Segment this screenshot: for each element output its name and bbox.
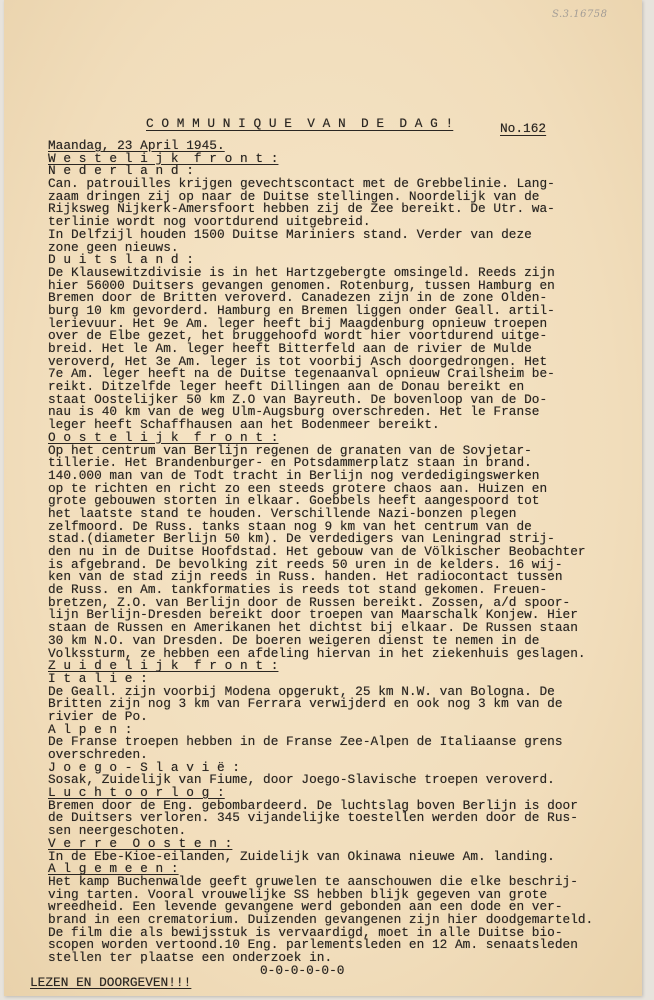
section-heading-south: Z u i d e l i j k f r o n t : xyxy=(48,658,279,674)
oost-line: den nu in de Duitse Hoofdstad. Het gebouw van de Völkischer Beobachter xyxy=(48,544,586,559)
subheading-alpen: A l p e n : xyxy=(48,721,133,737)
nederland-line: terlinie wordt nog voortdurend uitgebreid. xyxy=(48,214,371,230)
oost-line: Volkssturm, ze hebben een afdeling hiervan in het ziekenhuis geslagen. xyxy=(48,645,586,661)
footer-instruction: LEZEN EN DOORGEVEN!!! xyxy=(30,975,192,991)
oost-line: Op het centrum van Berlijn regenen de granaten van de Sovjetar- xyxy=(48,442,532,458)
algemeen-line: stellen ter plaatse een onderzoek in. xyxy=(48,950,333,965)
oost-line: het laatste stand te houden. Verschillende Nazi-bonzen plegen xyxy=(48,505,517,521)
communique-body xyxy=(30,138,638,991)
section-heading-east: O o s t e l i j k f r o n t : xyxy=(48,429,279,445)
duitsland-line: reikt. Ditzelfde leger heeft Dillingen aan de Donau bereikt en xyxy=(48,379,525,395)
duitsland-line: 7e Am. leger heeft na de Duitse tegenaanval opnieuw Crailsheim be- xyxy=(48,366,555,382)
subheading-nederland: N e d e r l a n d : xyxy=(48,163,194,179)
oost-line: is afgebrand. De bevolking zit reeds 50 uren in de kelders. 16 wij- xyxy=(48,556,563,572)
verre-oosten-line: In de Ebe-Kioe-eilanden, Zuidelijk van Okinawa nieuwe Am. landing. xyxy=(48,848,555,864)
page-title: C O M M U N I Q U E V A N D E D A G ! xyxy=(146,116,454,131)
oost-line: lijn Berlijn-Dresden bereikt door troepen van Maarschalk Konjew. Hier xyxy=(48,607,578,623)
section-heading-west: W e s t e l i j k f r o n t : xyxy=(48,150,279,166)
archive-mark: S.3.16758 xyxy=(552,9,608,20)
oost-line: 140.000 man van de Todt tracht in Berlijn nog verdedigingswerken xyxy=(48,467,540,483)
date-line: Maandag, 23 April 1945. xyxy=(48,138,225,153)
subheading-duitsland: D u i t s l a n d : xyxy=(48,252,194,268)
algemeen-line: brand in een crematorium. Duizenden gevangenen zijn hier doodgemarteld. xyxy=(48,911,594,927)
duitsland-line: Bremen door de Britten veroverd. Canadezen zijn in de zone Olden- xyxy=(48,290,548,306)
oost-line: zelfmoord. De Russ. tanks staan nog 9 km van het centrum van de xyxy=(48,518,532,534)
italie-line: rivier de Po. xyxy=(48,708,148,724)
nederland-line: zone geen nieuws. xyxy=(48,239,179,255)
section-heading-far-east: V e r r e O o s t e n : xyxy=(48,835,233,851)
oost-line: op te richten en richt zo een steeds grotere chaos aan. Huizen en xyxy=(48,480,548,496)
algemeen-line: wreedheid. Een levende gevangene werd gebonden aan een dode en ver- xyxy=(48,899,563,915)
lucht-line: de Duitsers verloren. 345 vijandelijke toestellen werden door de Rus- xyxy=(48,810,578,826)
subheading-italie: I t a l i e : xyxy=(48,670,148,686)
italie-line: De Geall. zijn voorbij Modena opgerukt, 25 km N.W. van Bologna. De xyxy=(48,683,555,699)
nederland-line: In Delfzijl houden 1500 Duitse Mariniers stand. Verder van deze xyxy=(48,226,532,242)
oost-line: staan de Russen en Amerikanen het dichtst bij elkaar. De Russen staan xyxy=(48,620,578,636)
algemeen-line: scopen worden vertoond.10 Eng. parlementsleden en 12 Am. senaatsleden xyxy=(48,937,578,953)
lucht-line: Bremen door de Eng. gebombardeerd. De luchtslag boven Berlijn is door xyxy=(48,797,578,813)
duitsland-line: over de Elbe gezet, het bruggehoofd wordt hier voortdurend uitge- xyxy=(48,328,548,344)
oost-line: stad.(diameter Berlijn 50 km). De verdedigers van Leningrad strij- xyxy=(48,531,555,547)
alpen-line: overschreden. xyxy=(48,747,148,762)
duitsland-line: hier 56000 Duitsers gevangen genomen. Rotenburg, tussen Hamburg en xyxy=(48,277,555,293)
duitsland-line: nau is 40 km van de weg Ulm-Augsburg overschreden. Het le Franse xyxy=(48,404,540,420)
italie-line: Britten zijn nog 3 km van Ferrara verwijderd en ook nog 3 km van de xyxy=(48,696,563,712)
section-heading-general: A l g e m e e n : xyxy=(48,861,179,877)
nederland-line: Can. patrouilles krijgen gevechtscontact met de Grebbelinie. Lang- xyxy=(48,176,555,192)
lucht-line: sen neergeschoten. xyxy=(48,823,187,839)
oost-line: ken van de stad zijn reeds in Russ. handen. Het radiocontact tussen xyxy=(48,569,563,585)
algemeen-line: Het kamp Buchenwalde geeft gruwelen te aanschouwen die elke beschrij- xyxy=(48,873,578,889)
oost-line: tillerie. Het Brandenburger- en Potsdammerplatz staan in brand. xyxy=(48,455,532,471)
nederland-line: Rijksweg Nijkerk-Amersfoort hebben zij de Zee bereikt. De Utr. wa- xyxy=(48,201,555,217)
oost-line: grote gebouwen storten in elkaar. Goebbels heeft aangespoord tot xyxy=(48,493,540,509)
alpen-line: De Franse troepen hebben in de Franse Zee-Alpen de Italiaanse grens xyxy=(48,734,563,750)
duitsland-line: lerievuur. Het 9e Am. leger heeft bij Maagdenburg opnieuw troepen xyxy=(48,315,548,331)
oost-line: 30 km N.O. van Dresden. De boeren weigeren dienst te nemen in de xyxy=(48,632,540,648)
algemeen-line: De film die als bewijsstuk is vervaardigd, moet in alle Duitse bio- xyxy=(48,924,563,940)
duitsland-line: De Klausewitzdivisie is in het Hartzgebergte omsingeld. Reeds zijn xyxy=(48,264,555,280)
duitsland-line: veroverd, Het 3e Am. leger is tot voorbij Asch doorgedrongen. Het xyxy=(48,353,548,369)
section-heading-air-war: L u c h t o o r l o g : xyxy=(48,785,225,801)
duitsland-line: breid. Het le Am. leger heeft Bitterfeld aan de rivier de Mulde xyxy=(48,341,532,356)
oost-line: bretzen, Z.O. van Berlijn door de Russen bereikt. Zossen, a/d spoor- xyxy=(48,594,571,610)
algemeen-line: ving tarten. Vooral vrouwelijke SS hebben blijk gegeven van grote xyxy=(48,886,548,902)
duitsland-line: leger heeft Schaffhausen aan het Bodenmeer bereikt. xyxy=(48,417,440,433)
duitsland-line: burg 10 km gevorderd. Hamburg en Bremen liggen onder Geall. artil- xyxy=(48,302,555,318)
oost-line: de Russ. en Am. tankformaties is reeds tot stand gekomen. Freuen- xyxy=(48,582,548,598)
duitsland-line: staat Oostelijker 50 km Z.O van Bayreuth. De bovenloop van de Do- xyxy=(48,391,548,407)
document-page xyxy=(4,0,642,996)
nederland-line: zaam dringen zij op naar de Duitse stellingen. Noordelijk van de xyxy=(48,188,540,204)
subheading-joegoslavie: J o e g o - S l a v i ë : xyxy=(48,759,240,775)
joegoslavie-line: Sosak, Zuidelijk van Fiume, door Joego-Slavische troepen veroverd. xyxy=(48,772,555,788)
end-separator: 0-0-0-0-0-0 xyxy=(260,962,345,978)
communique-number: No.162 xyxy=(500,121,547,136)
